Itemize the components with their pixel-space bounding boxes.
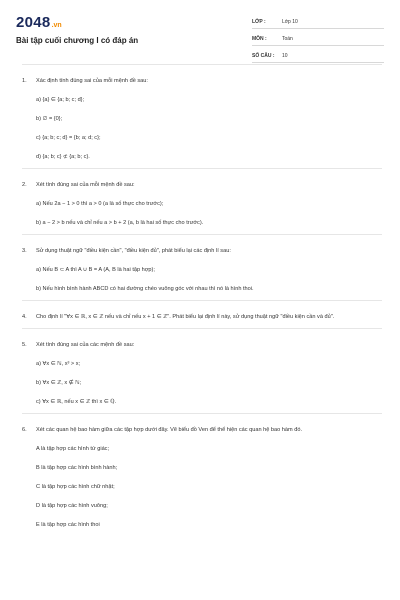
- question-5: [22, 328, 382, 413]
- question-item: a) {a} ∈ {a; b; c; d};: [36, 97, 85, 103]
- document-title: Bài tập cuối chương I có đáp án: [16, 36, 139, 45]
- question-text: Xét các quan hệ bao hàm giữa các tập hợp dưới đây. Vẽ biểu đồ Ven để thể hiện các quan hệ bao hàm đó.: [36, 427, 303, 433]
- question-3: [22, 234, 382, 300]
- question-item: C là tập hợp các hình chữ nhật;: [36, 484, 115, 490]
- question-item: b) a − 2 > b nếu và chỉ nếu a > b + 2 (a, b là hai số thực cho trước).: [36, 220, 204, 226]
- question-text: Sử dụng thuật ngữ "điều kiện cần", "điều kiện đủ", phát biểu lại các định lí sau:: [36, 248, 231, 254]
- question-4: [22, 300, 382, 328]
- question-item: A là tập hợp các hình tứ giác;: [36, 446, 110, 452]
- meta-label: SỐ CÂU :: [252, 52, 275, 59]
- question-number: 5.: [22, 342, 27, 348]
- document-header: [0, 0, 400, 64]
- question-item: b) ∅ = {0};: [36, 116, 63, 122]
- logo-domain-text: .vn: [51, 22, 62, 29]
- meta-value: Lớp 10: [282, 18, 298, 25]
- meta-value: 10: [282, 52, 288, 59]
- question-number: 2.: [22, 182, 27, 188]
- question-number: 6.: [22, 427, 27, 433]
- question-item: a) ∀x ∈ ℕ, x³ > x;: [36, 361, 81, 367]
- question-item: E là tập hợp các hình thoi: [36, 522, 100, 528]
- question-item: c) ∀x ∈ ℝ, nếu x ∈ ℤ thì x ∈ ℚ.: [36, 399, 117, 405]
- meta-row-question-count: [252, 49, 384, 63]
- question-item: D là tập hợp các hình vuông;: [36, 503, 108, 509]
- document-meta: [252, 15, 384, 66]
- question-text: Cho định lí "∀x ∈ ℝ, x ∈ ℤ nếu và chỉ nếu x + 1 ∈ ℤ". Phát biểu lại định lí này, sử dụng thuật ngữ "điều kiện cần và đủ".: [36, 314, 335, 320]
- question-number: 3.: [22, 248, 27, 254]
- question-item: B là tập hợp các hình bình hành;: [36, 465, 118, 471]
- meta-row-subject: [252, 32, 384, 46]
- question-item: b) ∀x ∈ ℤ, x ∉ ℕ;: [36, 380, 82, 386]
- question-text: Xét tính đúng sai của mỗi mệnh đề sau:: [36, 182, 135, 188]
- question-text: Xét tính đúng sai của các mệnh đề sau:: [36, 342, 135, 348]
- question-6: [22, 413, 382, 536]
- question-text: Xác định tính đúng sai của mỗi mệnh đề sau:: [36, 78, 148, 84]
- question-number: 4.: [22, 314, 27, 320]
- question-item: b) Nếu hình bình hành ABCD có hai đường chéo vuông góc với nhau thì nó là hình thoi.: [36, 286, 254, 292]
- question-item: a) Nếu 2a − 1 > 0 thì a > 0 (a là số thực cho trước);: [36, 201, 164, 207]
- meta-label: LỚP :: [252, 18, 266, 25]
- question-1: [22, 64, 382, 168]
- question-item: c) {a; b; c; d} = {b; a; d; c};: [36, 135, 101, 141]
- question-number: 1.: [22, 78, 27, 84]
- question-item: d) {a; b; c} ⊄ {a; b; c}.: [36, 154, 90, 160]
- meta-label: MÔN :: [252, 35, 267, 42]
- question-list: [0, 64, 400, 536]
- meta-value: Toán: [282, 35, 293, 42]
- logo-main-text: 2048: [16, 14, 51, 31]
- question-2: [22, 168, 382, 234]
- question-item: a) Nếu B ⊂ A thì A ∪ B = A (A, B là hai tập hợp);: [36, 267, 155, 273]
- meta-row-class: [252, 15, 384, 29]
